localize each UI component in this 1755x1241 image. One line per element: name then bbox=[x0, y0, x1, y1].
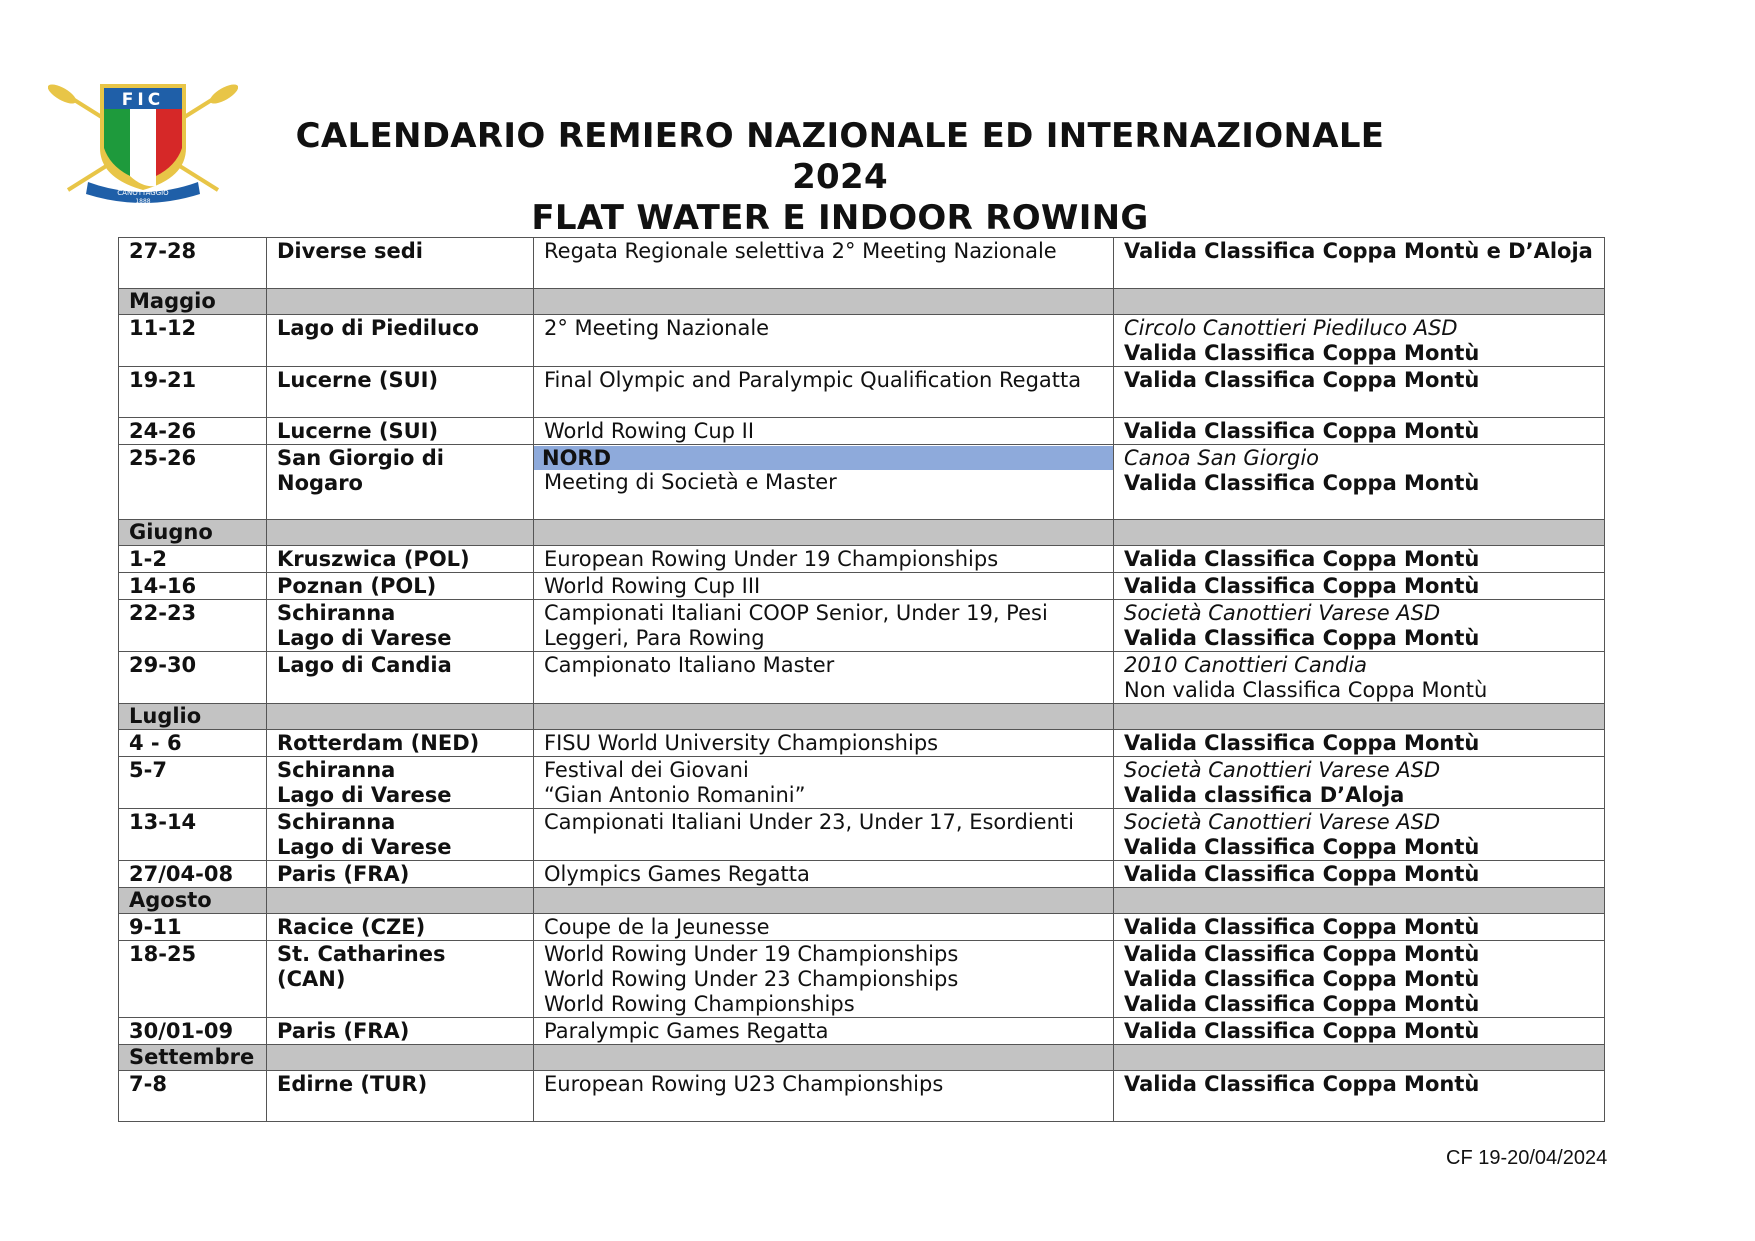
month-filler-cell bbox=[267, 888, 534, 914]
info-line: Valida Classifica Coppa Montù bbox=[1124, 341, 1480, 365]
event-name bbox=[534, 573, 1114, 600]
info-line: Non valida Classifica Coppa Montù bbox=[1124, 678, 1488, 702]
event-name bbox=[534, 941, 1114, 1018]
place-line: Lago di Varese bbox=[277, 835, 452, 859]
event-info bbox=[1114, 941, 1605, 1018]
event-line: FISU World University Championships bbox=[544, 731, 939, 755]
event-name bbox=[534, 367, 1114, 418]
event-row bbox=[119, 573, 1605, 600]
month-header-row bbox=[119, 289, 1605, 315]
event-row bbox=[119, 238, 1605, 289]
event-place bbox=[267, 861, 534, 888]
event-place bbox=[267, 914, 534, 941]
event-date: 27-28 bbox=[119, 238, 267, 289]
event-info bbox=[1114, 914, 1605, 941]
event-place bbox=[267, 367, 534, 418]
event-info bbox=[1114, 730, 1605, 757]
event-line: Meeting di Società e Master bbox=[544, 470, 837, 494]
event-info bbox=[1114, 445, 1605, 520]
event-place bbox=[267, 730, 534, 757]
event-date: 18-25 bbox=[119, 941, 267, 1018]
event-place bbox=[267, 600, 534, 652]
event-name bbox=[534, 238, 1114, 289]
event-line: Olympics Games Regatta bbox=[544, 862, 810, 886]
info-line: Valida Classifica Coppa Montù bbox=[1124, 419, 1480, 443]
event-row bbox=[119, 914, 1605, 941]
place-line: Lago di Piediluco bbox=[277, 316, 479, 340]
event-place bbox=[267, 418, 534, 445]
month-filler-cell bbox=[267, 1045, 534, 1071]
event-line: Paralympic Games Regatta bbox=[544, 1019, 829, 1043]
footer-code: CF 19-20/04/2024 bbox=[1446, 1147, 1608, 1169]
event-info bbox=[1114, 573, 1605, 600]
event-row bbox=[119, 1071, 1605, 1122]
event-date: 4 - 6 bbox=[119, 730, 267, 757]
info-line: Valida Classifica Coppa Montù bbox=[1124, 835, 1480, 859]
event-date: 13-14 bbox=[119, 809, 267, 861]
event-line: Regata Regionale selettiva 2° Meeting Nazionale bbox=[544, 239, 1057, 263]
event-date: 14-16 bbox=[119, 573, 267, 600]
month-label: Giugno bbox=[119, 520, 267, 546]
event-row bbox=[119, 1018, 1605, 1045]
event-row bbox=[119, 315, 1605, 367]
place-line: Lago di Varese bbox=[277, 783, 452, 807]
event-place bbox=[267, 1071, 534, 1122]
event-place bbox=[267, 1018, 534, 1045]
event-line: Campionati Italiani Under 23, Under 17, Esordienti bbox=[544, 810, 1074, 834]
place-line: Schiranna bbox=[277, 758, 396, 782]
month-header-row bbox=[119, 704, 1605, 730]
place-line: Rotterdam (NED) bbox=[277, 731, 480, 755]
place-line: Lucerne (SUI) bbox=[277, 368, 439, 392]
event-line: World Rowing Cup II bbox=[544, 419, 755, 443]
event-row bbox=[119, 367, 1605, 418]
info-line: Valida Classifica Coppa Montù bbox=[1124, 547, 1480, 571]
event-name bbox=[534, 1018, 1114, 1045]
month-filler-cell bbox=[534, 520, 1114, 546]
month-filler-cell bbox=[534, 888, 1114, 914]
info-line: Valida Classifica Coppa Montù bbox=[1124, 915, 1480, 939]
logo-year: 1888 bbox=[135, 198, 151, 205]
event-info bbox=[1114, 652, 1605, 704]
month-filler-cell bbox=[1114, 520, 1605, 546]
fic-logo bbox=[48, 78, 238, 208]
info-line: Valida Classifica Coppa Montù bbox=[1124, 992, 1480, 1016]
month-label: Maggio bbox=[119, 289, 267, 315]
place-line: St. Catharines bbox=[277, 942, 446, 966]
event-row bbox=[119, 652, 1605, 704]
event-line: World Rowing Championships bbox=[544, 992, 855, 1016]
event-name bbox=[534, 418, 1114, 445]
event-place bbox=[267, 573, 534, 600]
event-date: 25-26 bbox=[119, 445, 267, 520]
event-line: Final Olympic and Paralympic Qualification Regatta bbox=[544, 368, 1082, 392]
event-name bbox=[534, 809, 1114, 861]
event-line: “Gian Antonio Romanini” bbox=[544, 783, 806, 807]
event-place bbox=[267, 941, 534, 1018]
info-line: Valida Classifica Coppa Montù bbox=[1124, 471, 1480, 495]
event-row bbox=[119, 546, 1605, 573]
event-name bbox=[534, 861, 1114, 888]
event-row bbox=[119, 445, 1605, 520]
event-place bbox=[267, 546, 534, 573]
info-line: Valida Classifica Coppa Montù bbox=[1124, 574, 1480, 598]
event-line: Campionato Italiano Master bbox=[544, 653, 835, 677]
event-name bbox=[534, 546, 1114, 573]
info-line: Valida Classifica Coppa Montù e D’Aloja bbox=[1124, 239, 1593, 263]
month-filler-cell bbox=[534, 1045, 1114, 1071]
event-row bbox=[119, 757, 1605, 809]
logo-ribbon-text: CANOTTAGGIO bbox=[117, 189, 169, 197]
event-date: 7-8 bbox=[119, 1071, 267, 1122]
month-filler-cell bbox=[1114, 704, 1605, 730]
place-line: San Giorgio di bbox=[277, 446, 444, 470]
event-line: Coupe de la Jeunesse bbox=[544, 915, 770, 939]
place-line: Lago di Varese bbox=[277, 626, 452, 650]
info-line: 2010 Canottieri Candia bbox=[1124, 653, 1368, 677]
event-place bbox=[267, 315, 534, 367]
event-name bbox=[534, 914, 1114, 941]
event-line: 2° Meeting Nazionale bbox=[544, 316, 770, 340]
month-header-row bbox=[119, 1045, 1605, 1071]
event-place bbox=[267, 652, 534, 704]
event-date: 22-23 bbox=[119, 600, 267, 652]
info-line: Canoa San Giorgio bbox=[1124, 446, 1320, 470]
month-filler-cell bbox=[1114, 1045, 1605, 1071]
month-filler-cell bbox=[1114, 289, 1605, 315]
event-row bbox=[119, 809, 1605, 861]
event-info bbox=[1114, 1071, 1605, 1122]
info-line: Valida Classifica Coppa Montù bbox=[1124, 368, 1480, 392]
event-line: European Rowing Under 19 Championships bbox=[544, 547, 999, 571]
month-header-row bbox=[119, 888, 1605, 914]
info-line: Valida Classifica Coppa Montù bbox=[1124, 1019, 1480, 1043]
event-date: 19-21 bbox=[119, 367, 267, 418]
event-line: Leggeri, Para Rowing bbox=[544, 626, 765, 650]
info-line: Valida Classifica Coppa Montù bbox=[1124, 731, 1480, 755]
event-place bbox=[267, 445, 534, 520]
event-line: World Rowing Under 19 Championships bbox=[544, 942, 959, 966]
place-line: Lago di Candia bbox=[277, 653, 452, 677]
event-info bbox=[1114, 1018, 1605, 1045]
info-line: Valida Classifica Coppa Montù bbox=[1124, 1072, 1480, 1096]
info-line: Società Canottieri Varese ASD bbox=[1124, 810, 1441, 834]
event-info bbox=[1114, 600, 1605, 652]
title-line-1: CALENDARIO REMIERO NAZIONALE ED INTERNAZIONALE 2024 bbox=[295, 116, 1385, 197]
place-line: Schiranna bbox=[277, 810, 396, 834]
event-place bbox=[267, 238, 534, 289]
event-date: 29-30 bbox=[119, 652, 267, 704]
event-name bbox=[534, 600, 1114, 652]
calendar-table bbox=[118, 237, 1605, 1122]
logo-text: FIC bbox=[121, 90, 165, 110]
place-line: Nogaro bbox=[277, 471, 363, 495]
event-line: World Rowing Cup III bbox=[544, 574, 761, 598]
place-line: Lucerne (SUI) bbox=[277, 419, 439, 443]
event-name bbox=[534, 730, 1114, 757]
event-name bbox=[534, 1071, 1114, 1122]
info-line: Società Canottieri Varese ASD bbox=[1124, 758, 1441, 782]
info-line: Valida Classifica Coppa Montù bbox=[1124, 862, 1480, 886]
info-line: Valida classifica D’Aloja bbox=[1124, 783, 1405, 807]
event-line: Campionati Italiani COOP Senior, Under 19, Pesi bbox=[544, 601, 1048, 625]
event-name bbox=[534, 445, 1114, 520]
event-date: 24-26 bbox=[119, 418, 267, 445]
month-filler-cell bbox=[534, 289, 1114, 315]
event-info bbox=[1114, 238, 1605, 289]
month-label: Agosto bbox=[119, 888, 267, 914]
event-row bbox=[119, 861, 1605, 888]
info-line: Valida Classifica Coppa Montù bbox=[1124, 942, 1480, 966]
month-header-row bbox=[119, 520, 1605, 546]
month-label: Settembre bbox=[119, 1045, 267, 1071]
event-date: 27/04-08 bbox=[119, 861, 267, 888]
event-info bbox=[1114, 418, 1605, 445]
place-line: Kruszwica (POL) bbox=[277, 547, 470, 571]
title-line-2: FLAT WATER E INDOOR ROWING bbox=[531, 198, 1149, 238]
place-line: Paris (FRA) bbox=[277, 862, 410, 886]
info-line: Valida Classifica Coppa Montù bbox=[1124, 626, 1480, 650]
event-info bbox=[1114, 809, 1605, 861]
place-line: (CAN) bbox=[277, 967, 346, 991]
month-filler-cell bbox=[267, 520, 534, 546]
event-date: 5-7 bbox=[119, 757, 267, 809]
event-name bbox=[534, 757, 1114, 809]
event-row bbox=[119, 418, 1605, 445]
event-name bbox=[534, 652, 1114, 704]
event-place bbox=[267, 757, 534, 809]
info-line: Società Canottieri Varese ASD bbox=[1124, 601, 1441, 625]
month-filler-cell bbox=[267, 289, 534, 315]
month-filler-cell bbox=[534, 704, 1114, 730]
info-line: Circolo Canottieri Piediluco ASD bbox=[1124, 316, 1458, 340]
event-info bbox=[1114, 757, 1605, 809]
place-line: Paris (FRA) bbox=[277, 1019, 410, 1043]
event-date: 1-2 bbox=[119, 546, 267, 573]
event-date: 9-11 bbox=[119, 914, 267, 941]
place-line: Edirne (TUR) bbox=[277, 1072, 428, 1096]
event-place bbox=[267, 809, 534, 861]
place-line: Schiranna bbox=[277, 601, 396, 625]
area-highlight-badge: NORD bbox=[534, 446, 1113, 470]
month-filler-cell bbox=[1114, 888, 1605, 914]
event-name bbox=[534, 315, 1114, 367]
page-title bbox=[260, 116, 1420, 239]
event-line: European Rowing U23 Championships bbox=[544, 1072, 944, 1096]
event-row bbox=[119, 730, 1605, 757]
event-line: World Rowing Under 23 Championships bbox=[544, 967, 959, 991]
month-filler-cell bbox=[267, 704, 534, 730]
event-row bbox=[119, 941, 1605, 1018]
event-date: 11-12 bbox=[119, 315, 267, 367]
event-info bbox=[1114, 315, 1605, 367]
event-info bbox=[1114, 861, 1605, 888]
place-line: Racice (CZE) bbox=[277, 915, 426, 939]
event-info bbox=[1114, 367, 1605, 418]
event-line: Festival dei Giovani bbox=[544, 758, 749, 782]
place-line: Diverse sedi bbox=[277, 239, 423, 263]
event-info bbox=[1114, 546, 1605, 573]
place-line: Poznan (POL) bbox=[277, 574, 437, 598]
info-line: Valida Classifica Coppa Montù bbox=[1124, 967, 1480, 991]
event-date: 30/01-09 bbox=[119, 1018, 267, 1045]
shield-icon bbox=[100, 84, 186, 190]
month-label: Luglio bbox=[119, 704, 267, 730]
event-row bbox=[119, 600, 1605, 652]
